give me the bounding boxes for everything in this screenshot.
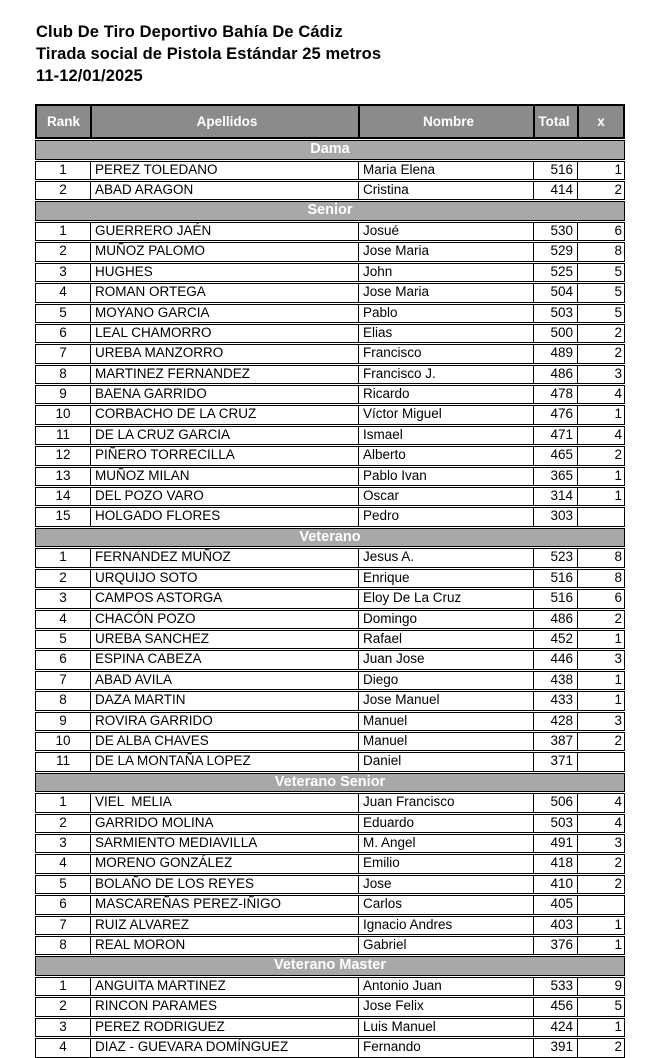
results-table: [35, 104, 625, 1058]
total-cell: 456: [534, 998, 578, 1015]
apellidos-cell: PEREZ RODRIGUEZ: [91, 1019, 359, 1036]
total-cell: 376: [534, 937, 578, 954]
total-cell: 403: [534, 917, 578, 934]
rank-cell: 4: [36, 611, 91, 628]
nombre-cell: Josué: [359, 223, 534, 240]
event-date: 11-12/01/2025: [36, 67, 143, 85]
apellidos-cell: HOLGADO FLORES: [91, 508, 359, 525]
table-row: [35, 650, 625, 669]
table-row: [35, 732, 625, 751]
event-title: Tirada social de Pistola Estándar 25 metros: [36, 45, 382, 63]
nombre-cell: Pablo Ivan: [359, 468, 534, 485]
nombre-cell: Diego: [359, 672, 534, 689]
rank-cell: 8: [36, 366, 91, 383]
category-header: [35, 773, 625, 793]
x-cell: 1: [614, 630, 622, 646]
table-row: [35, 446, 625, 465]
x-cell: 3: [614, 651, 622, 667]
category-rows: [35, 548, 625, 771]
table-row: [35, 304, 625, 323]
table-row: [35, 344, 625, 363]
table-body: [35, 140, 625, 1058]
x-cell: 5: [614, 284, 622, 300]
nombre-cell: Gabriel: [359, 937, 534, 954]
apellidos-cell: SARMIENTO MEDIAVILLA: [91, 835, 359, 852]
nombre-cell: Manuel: [359, 713, 534, 730]
apellidos-cell: UREBA SANCHEZ: [91, 631, 359, 648]
x-cell: 3: [614, 835, 622, 851]
nombre-cell: Carlos: [359, 896, 534, 913]
total-cell: 391: [534, 1039, 578, 1056]
x-cell: [578, 753, 626, 770]
apellidos-cell: DAZA MARTIN: [91, 692, 359, 709]
x-cell: 2: [614, 345, 622, 361]
table-row: [35, 814, 625, 833]
x-cell: 2: [614, 732, 622, 748]
apellidos-cell: ABAD AVILA: [91, 672, 359, 689]
rank-cell: 13: [36, 468, 91, 485]
x-cell: 2: [614, 610, 622, 626]
nombre-cell: Francisco J.: [359, 366, 534, 383]
rank-cell: 9: [36, 713, 91, 730]
nombre-cell: Jose Manuel: [359, 692, 534, 709]
x-cell: 2: [614, 447, 622, 463]
rank-cell: 7: [36, 917, 91, 934]
total-cell: 414: [534, 182, 578, 199]
total-cell: 428: [534, 713, 578, 730]
total-cell: 424: [534, 1019, 578, 1036]
header-nombre: Nombre: [360, 106, 535, 137]
apellidos-cell: MASCAREÑAS PEREZ-IÑIGO: [91, 896, 359, 913]
rank-cell: 1: [36, 223, 91, 240]
x-cell: 6: [614, 222, 622, 238]
rank-cell: 4: [36, 1039, 91, 1056]
table-row: [35, 1018, 625, 1037]
table-row: [35, 487, 625, 506]
rank-cell: 7: [36, 672, 91, 689]
table-row: [35, 793, 625, 812]
apellidos-cell: DEL POZO VARO: [91, 488, 359, 505]
x-cell: 1: [614, 406, 622, 422]
category-label: Veterano: [299, 528, 361, 545]
apellidos-cell: BAENA GARRIDO: [91, 386, 359, 403]
rank-cell: 8: [36, 937, 91, 954]
x-cell: 1: [614, 467, 622, 483]
apellidos-cell: RINCON PARAMES: [91, 998, 359, 1015]
table-row: [35, 385, 625, 404]
total-cell: 410: [534, 876, 578, 893]
nombre-cell: Cristina: [359, 182, 534, 199]
x-cell: 2: [614, 1039, 622, 1055]
apellidos-cell: MOYANO GARCIA: [91, 305, 359, 322]
rank-cell: 10: [36, 733, 91, 750]
nombre-cell: Emilio: [359, 855, 534, 872]
nombre-cell: M. Angel: [359, 835, 534, 852]
apellidos-cell: DE ALBA CHAVES: [91, 733, 359, 750]
nombre-cell: Pablo: [359, 305, 534, 322]
x-cell: 4: [614, 814, 622, 830]
table-row: [35, 834, 625, 853]
x-cell: 5: [614, 998, 622, 1014]
club-name: Club De Tiro Deportivo Bahía De Cádiz: [36, 23, 343, 41]
total-cell: 489: [534, 345, 578, 362]
table-row: [35, 875, 625, 894]
table-row: [35, 242, 625, 261]
rank-cell: 15: [36, 508, 91, 525]
total-cell: 438: [534, 672, 578, 689]
category-header: [35, 201, 625, 221]
apellidos-cell: REAL MORON: [91, 937, 359, 954]
rank-cell: 11: [36, 753, 91, 770]
rank-cell: 1: [36, 549, 91, 566]
rank-cell: 2: [36, 182, 91, 199]
apellidos-cell: LEAL CHAMORRO: [91, 325, 359, 342]
table-row: [35, 365, 625, 384]
x-cell: 2: [614, 181, 622, 197]
x-cell: 4: [614, 794, 622, 810]
table-row: [35, 752, 625, 771]
rank-cell: 5: [36, 876, 91, 893]
rank-cell: 1: [36, 794, 91, 811]
total-cell: 503: [534, 815, 578, 832]
apellidos-cell: DE LA CRUZ GARCIA: [91, 427, 359, 444]
nombre-cell: Fernando: [359, 1039, 534, 1056]
nombre-cell: Enrique: [359, 570, 534, 587]
rank-cell: 2: [36, 570, 91, 587]
document-header: [36, 21, 653, 87]
category-section: [35, 528, 625, 772]
category-rows: [35, 977, 625, 1058]
x-cell: 9: [614, 978, 622, 994]
rank-cell: 5: [36, 631, 91, 648]
total-cell: 530: [534, 223, 578, 240]
nombre-cell: Eloy De La Cruz: [359, 590, 534, 607]
category-label: Senior: [307, 202, 353, 219]
nombre-cell: Juan Jose: [359, 651, 534, 668]
category-header: [35, 956, 625, 976]
category-header: [35, 528, 625, 548]
total-cell: 516: [534, 162, 578, 179]
header-rank: Rank: [37, 106, 92, 137]
rank-cell: 8: [36, 692, 91, 709]
rank-cell: 6: [36, 325, 91, 342]
apellidos-cell: MARTINEZ FERNANDEZ: [91, 366, 359, 383]
apellidos-cell: VIEL MELIA: [91, 794, 359, 811]
table-row: [35, 916, 625, 935]
nombre-cell: Ignacio Andres: [359, 917, 534, 934]
rank-cell: 4: [36, 855, 91, 872]
category-section: [35, 201, 625, 526]
x-cell: 1: [614, 1018, 622, 1034]
apellidos-cell: ROMAN ORTEGA: [91, 284, 359, 301]
apellidos-cell: CHACÓN POZO: [91, 611, 359, 628]
header-total: Total: [535, 106, 579, 137]
total-cell: 525: [534, 264, 578, 281]
apellidos-cell: CORBACHO DE LA CRUZ: [91, 406, 359, 423]
table-row: [35, 977, 625, 996]
header-apellidos: Apellidos: [92, 106, 360, 137]
x-cell: 6: [614, 590, 622, 606]
table-row: [35, 467, 625, 486]
apellidos-cell: RUIZ ALVAREZ: [91, 917, 359, 934]
apellidos-cell: GUERRERO JAÉN: [91, 223, 359, 240]
nombre-cell: Daniel: [359, 753, 534, 770]
nombre-cell: Antonio Juan: [359, 978, 534, 995]
category-section: [35, 773, 625, 956]
total-cell: 387: [534, 733, 578, 750]
category-rows: [35, 222, 625, 527]
table-row: [35, 181, 625, 200]
nombre-cell: Eduardo: [359, 815, 534, 832]
x-cell: 2: [614, 855, 622, 871]
x-cell: 1: [614, 937, 622, 953]
total-cell: 504: [534, 284, 578, 301]
table-row: [35, 712, 625, 731]
total-cell: 452: [534, 631, 578, 648]
total-cell: 486: [534, 611, 578, 628]
apellidos-cell: ESPINA CABEZA: [91, 651, 359, 668]
rank-cell: 2: [36, 998, 91, 1015]
total-cell: 478: [534, 386, 578, 403]
rank-cell: 4: [36, 284, 91, 301]
table-row: [35, 589, 625, 608]
table-row: [35, 569, 625, 588]
category-label: Veterano Senior: [274, 773, 386, 790]
rank-cell: 3: [36, 264, 91, 281]
total-cell: 405: [534, 896, 578, 913]
table-row: [35, 671, 625, 690]
category-section: [35, 140, 625, 200]
table-row: [35, 405, 625, 424]
category-rows: [35, 793, 625, 955]
x-cell: 5: [614, 263, 622, 279]
rank-cell: 14: [36, 488, 91, 505]
x-cell: [578, 896, 626, 913]
total-cell: 529: [534, 243, 578, 260]
category-section: [35, 956, 625, 1057]
rank-cell: 2: [36, 243, 91, 260]
table-row: [35, 610, 625, 629]
apellidos-cell: CAMPOS ASTORGA: [91, 590, 359, 607]
total-cell: 433: [534, 692, 578, 709]
category-header: [35, 140, 625, 160]
nombre-cell: Rafael: [359, 631, 534, 648]
nombre-cell: Jesus A.: [359, 549, 534, 566]
nombre-cell: Ricardo: [359, 386, 534, 403]
x-cell: 4: [614, 426, 622, 442]
apellidos-cell: BOLAÑO DE LOS REYES: [91, 876, 359, 893]
x-cell: 3: [614, 712, 622, 728]
nombre-cell: Manuel: [359, 733, 534, 750]
total-cell: 500: [534, 325, 578, 342]
apellidos-cell: PEREZ TOLEDANO: [91, 162, 359, 179]
total-cell: 303: [534, 508, 578, 525]
rank-cell: 3: [36, 835, 91, 852]
total-cell: 533: [534, 978, 578, 995]
nombre-cell: Oscar: [359, 488, 534, 505]
rank-cell: 12: [36, 447, 91, 464]
nombre-cell: Pedro: [359, 508, 534, 525]
apellidos-cell: GARRIDO MOLINA: [91, 815, 359, 832]
apellidos-cell: MUÑOZ PALOMO: [91, 243, 359, 260]
apellidos-cell: MORENO GONZÁLEZ: [91, 855, 359, 872]
category-label: Dama: [310, 141, 350, 157]
total-cell: 371: [534, 753, 578, 770]
nombre-cell: Jose Maria: [359, 284, 534, 301]
x-cell: 1: [614, 692, 622, 708]
table-header-row: [35, 104, 625, 139]
nombre-cell: Jose Maria: [359, 243, 534, 260]
apellidos-cell: FERNANDEZ MUÑOZ: [91, 549, 359, 566]
x-cell: 1: [614, 916, 622, 932]
table-row: [35, 895, 625, 914]
total-cell: 523: [534, 549, 578, 566]
total-cell: 365: [534, 468, 578, 485]
nombre-cell: Jose Felix: [359, 998, 534, 1015]
total-cell: 491: [534, 835, 578, 852]
table-row: [35, 283, 625, 302]
table-row: [35, 161, 625, 180]
apellidos-cell: URQUIJO SOTO: [91, 570, 359, 587]
apellidos-cell: HUGHES: [91, 264, 359, 281]
apellidos-cell: ROVIRA GARRIDO: [91, 713, 359, 730]
total-cell: 516: [534, 570, 578, 587]
x-cell: 8: [614, 569, 622, 585]
apellidos-cell: MUÑOZ MILAN: [91, 468, 359, 485]
apellidos-cell: DIAZ - GUEVARA DOMÍNGUEZ: [91, 1039, 359, 1056]
x-cell: 1: [614, 161, 622, 177]
total-cell: 503: [534, 305, 578, 322]
rank-cell: 6: [36, 651, 91, 668]
total-cell: 471: [534, 427, 578, 444]
rank-cell: 5: [36, 305, 91, 322]
rank-cell: 3: [36, 590, 91, 607]
total-cell: 506: [534, 794, 578, 811]
rank-cell: 10: [36, 406, 91, 423]
total-cell: 516: [534, 590, 578, 607]
table-row: [35, 691, 625, 710]
x-cell: 5: [614, 304, 622, 320]
x-cell: 2: [614, 875, 622, 891]
total-cell: 446: [534, 651, 578, 668]
x-cell: [578, 508, 626, 525]
header-x: x: [597, 114, 605, 129]
x-cell: 8: [614, 549, 622, 565]
total-cell: 476: [534, 406, 578, 423]
nombre-cell: Juan Francisco: [359, 794, 534, 811]
results-page: [0, 21, 653, 1055]
x-cell: 8: [614, 243, 622, 259]
table-row: [35, 997, 625, 1016]
nombre-cell: Maria Elena: [359, 162, 534, 179]
total-cell: 314: [534, 488, 578, 505]
nombre-cell: Domingo: [359, 611, 534, 628]
table-row: [35, 1038, 625, 1057]
table-row: [35, 263, 625, 282]
table-row: [35, 630, 625, 649]
rank-cell: 1: [36, 162, 91, 179]
table-row: [35, 426, 625, 445]
nombre-cell: Elias: [359, 325, 534, 342]
apellidos-cell: ANGUITA MARTINEZ: [91, 978, 359, 995]
rank-cell: 3: [36, 1019, 91, 1036]
nombre-cell: Francisco: [359, 345, 534, 362]
x-cell: 1: [614, 488, 622, 504]
rank-cell: 6: [36, 896, 91, 913]
table-row: [35, 324, 625, 343]
x-cell: 1: [614, 671, 622, 687]
nombre-cell: Víctor Miguel: [359, 406, 534, 423]
rank-cell: 7: [36, 345, 91, 362]
nombre-cell: Alberto: [359, 447, 534, 464]
nombre-cell: Ismael: [359, 427, 534, 444]
table-row: [35, 854, 625, 873]
table-row: [35, 936, 625, 955]
table-row: [35, 222, 625, 241]
rank-cell: 11: [36, 427, 91, 444]
total-cell: 465: [534, 447, 578, 464]
x-cell: 4: [614, 386, 622, 402]
apellidos-cell: ABAD ARAGON: [91, 182, 359, 199]
nombre-cell: John: [359, 264, 534, 281]
x-cell: 3: [614, 365, 622, 381]
x-cell: 2: [614, 324, 622, 340]
total-cell: 486: [534, 366, 578, 383]
rank-cell: 1: [36, 978, 91, 995]
rank-cell: 9: [36, 386, 91, 403]
apellidos-cell: PIÑERO TORRECILLA: [91, 447, 359, 464]
table-row: [35, 507, 625, 526]
apellidos-cell: UREBA MANZORRO: [91, 345, 359, 362]
rank-cell: 2: [36, 815, 91, 832]
category-rows: [35, 161, 625, 201]
apellidos-cell: DE LA MONTAÑA LOPEZ: [91, 753, 359, 770]
nombre-cell: Jose: [359, 876, 534, 893]
table-row: [35, 548, 625, 567]
nombre-cell: Luis Manuel: [359, 1019, 534, 1036]
category-label: Veterano Master: [273, 957, 387, 974]
total-cell: 418: [534, 855, 578, 872]
